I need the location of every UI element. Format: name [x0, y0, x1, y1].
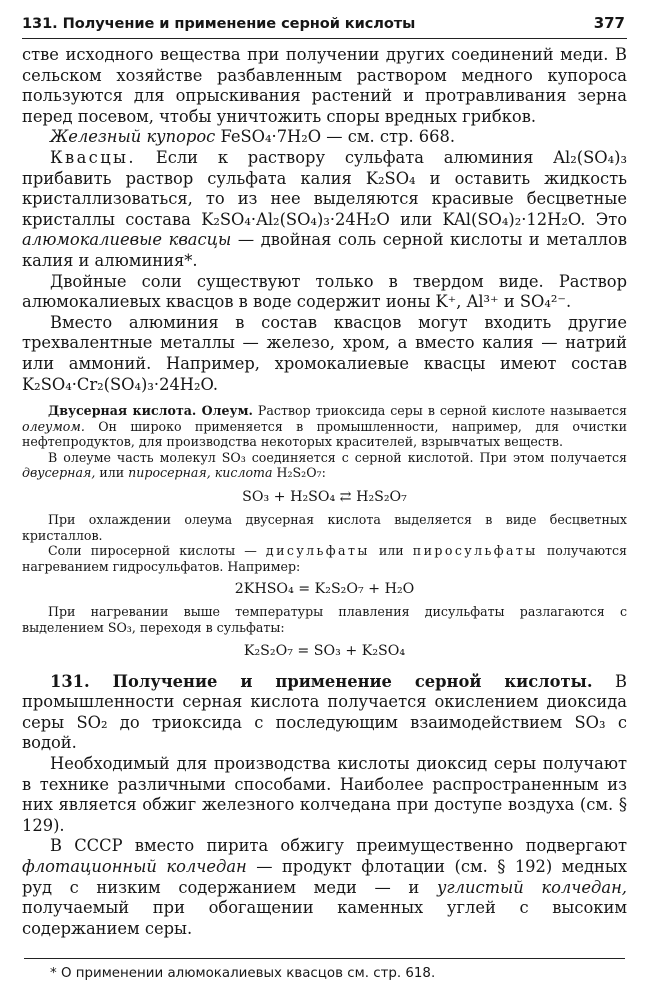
- term-oleum: олеумом.: [22, 418, 85, 434]
- equation-oleum: SO₃ + H₂SO₄ ⇄ H₂S₂O₇: [242, 489, 407, 506]
- page-number: 377: [593, 14, 625, 32]
- term-pyrosulfates: пиросульфаты: [412, 543, 538, 559]
- pyrosulfate-text-3: получаются нагреванием гидросульфатов. Например:: [22, 543, 627, 574]
- footnote: * О применении алюмокалиевых квасцов см. стр. 618.: [50, 966, 436, 981]
- equation-decomposition: K₂S₂O₇ = SO₃ + K₂SO₄: [243, 642, 406, 659]
- page-header: [22, 8, 627, 39]
- paragraph-disulfuric-acid: [22, 450, 627, 481]
- ussr-text-2: — продукт флотации (см. § 192) медных руд с низким содержанием меди — и: [22, 856, 628, 897]
- paragraph-iron-vitriol: [22, 127, 627, 148]
- term-disulfuric: двусерная,: [22, 465, 96, 481]
- section-heading: 131. Получение и применение серной кислоты.: [50, 671, 593, 691]
- term-pyrosulfuric: пиросерная, кислота: [128, 465, 273, 481]
- paragraph-copper-sulfate-use: стве исходного вещества при получении других соединений меди. В сельском хозяйстве разбавленным раствором медного купороса пользуются для опрыскивания растений и протравливания зерна перед посевом, чтобы уничтожить споры вредных грибков.: [22, 45, 627, 126]
- paragraph-oleum: [22, 403, 627, 450]
- paragraph-ussr-pyrite: [22, 836, 627, 939]
- term-flotation-pyrite: флотационный колчедан: [22, 856, 247, 876]
- iron-vitriol-formula: FeSO₄·7H₂O — см. стр. 668.: [220, 127, 456, 147]
- paragraph-alums: [22, 148, 627, 272]
- ussr-text-1: В СССР вместо пирита обжигу преимущественно подвергают: [50, 836, 627, 856]
- disulfuric-text-2: или: [99, 465, 125, 481]
- paragraph-pyrosulfates: [22, 543, 627, 574]
- page-body: [22, 45, 627, 939]
- paragraph-sulfur-dioxide: Необходимый для производства кислоты диоксид серы получают в технике различными способами. Наиболее распространенным из них является обжиг железного колчедана при доступе воздуха (см. § 129).: [22, 754, 627, 835]
- alums-text-1: Если к раствору сульфата алюминия Al₂(SO₄)₃ прибавить раствор сульфата калия K₂SO₄ и оставить жидкость кристаллизоваться, то из нее выделяются красивые бесцветные кристаллы состава K₂SO₄·Al₂(SO₄)₃·24H₂O или KAl(SO₄)₂·12H₂O. Это: [22, 147, 627, 229]
- term-disulfates: дисульфаты: [265, 543, 370, 559]
- pyrosulfate-text-2: или: [378, 543, 404, 559]
- oleum-text-2: Он широко применяется в промышленности, например, для очистки нефтепродуктов, для производства некоторых красителей, взрывчатых веществ.: [22, 418, 627, 450]
- term-coal-pyrite: углистый колчедан,: [436, 877, 627, 897]
- ussr-text-3: получаемый при обогащении каменных углей с высоким содержанием серы.: [22, 898, 627, 938]
- term-potassium-alum: алюмокалиевые квасцы: [22, 230, 232, 250]
- pyrosulfate-text-1: Соли пиросерной кислоты —: [48, 543, 257, 559]
- paragraph-other-alums: Вместо алюминия в состав квасцов могут входить другие трехвалентные металлы — железо, хром, а вместо калия — натрий или аммоний. Например, хромокалиевые квасцы имеют состав K₂SO₄·Cr₂(SO₄)₃·24H₂O.: [22, 312, 627, 394]
- equation-hydrosulfate: 2KHSO₄ = K₂S₂O₇ + H₂O: [234, 581, 415, 598]
- term-iron-vitriol: Железный купорос: [50, 127, 216, 147]
- disulfuric-formula: H₂S₂O₇:: [276, 465, 326, 481]
- paragraph-decomposition: При нагревании выше температуры плавления дисульфаты разлагаются с выделением SO₃, переходя в сульфаты:: [22, 604, 627, 636]
- alums-lead: Квасцы.: [50, 147, 136, 167]
- section-131: [22, 672, 627, 754]
- footnote-rule: [24, 958, 625, 959]
- section-intro: В промышленности серная кислота получается окислением диоксида серы SO₂ до триоксида с последующим взаимодействием SO₃ с водой.: [22, 671, 627, 753]
- oleum-heading: Двусерная кислота. Олеум.: [48, 403, 253, 419]
- paragraph-double-salts: Двойные соли существуют только в твердом виде. Раствор алюмокалиевых квасцов в воде содержит ионы K⁺, Al³⁺ и SO₄²⁻.: [22, 271, 627, 312]
- oleum-text-1: Раствор триоксида серы в серной кислоте называется: [257, 403, 627, 419]
- disulfuric-text-1: В олеуме часть молекул SO₃ соединяется с серной кислотой. При этом получается: [48, 449, 627, 465]
- running-title: 131. Получение и применение серной кислоты: [22, 15, 416, 32]
- paragraph-cooling-oleum: При охлаждении олеума двусерная кислота выделяется в виде бесцветных кристаллов.: [22, 512, 627, 543]
- alums-text-2: — двойная соль серной кислоты и металлов калия и алюминия*.: [22, 230, 627, 270]
